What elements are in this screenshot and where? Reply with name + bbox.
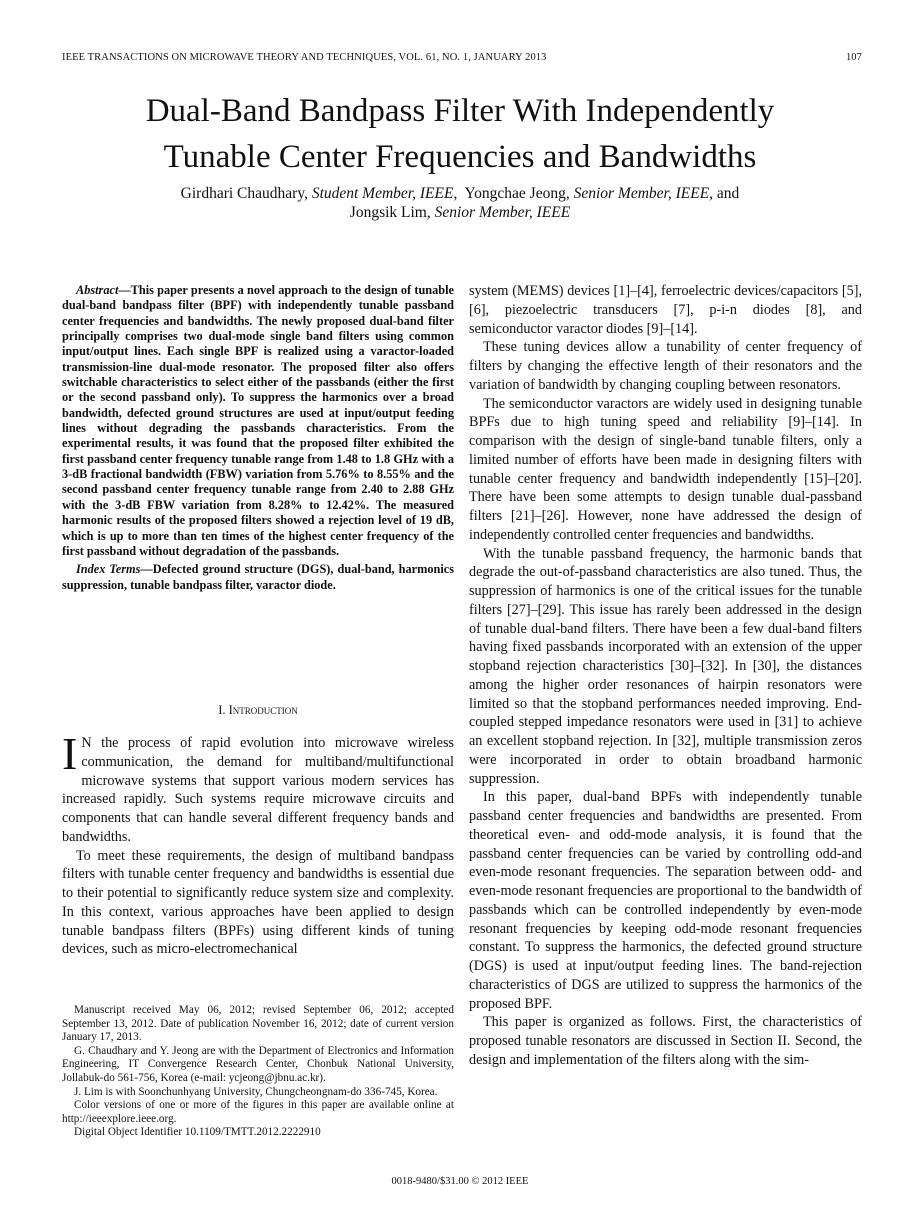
- footnote: Color versions of one or more of the figures in this paper are available online at http://ieeexplore.ieee.org.: [62, 1099, 454, 1125]
- abstract: [62, 283, 454, 593]
- running-header: [62, 52, 862, 63]
- footnotes: [62, 1004, 454, 1140]
- author-conjunction: and: [716, 185, 740, 202]
- paragraph: These tuning devices allow a tunability of center frequency of filters by changing the effective length of their resonators and the variation of bandwidth by changing coupling between resonators.: [469, 339, 862, 393]
- paragraph: N the process of rapid evolution into microwave wireless communication, the demand for multiband/multifunctional microwave systems that support various modern services has increased rapidly. Such systems require microwave circuits and components that can handle several different frequency bands and bandwidths.: [62, 735, 454, 845]
- right-column: [469, 282, 862, 1070]
- index-terms-text: —Defected ground structure (DGS), dual-band, harmonics suppression, tunable bandpass filter, varactor diode.: [62, 562, 455, 592]
- footnote: Digital Object Identifier 10.1109/TMTT.2012.2222910: [74, 1126, 321, 1139]
- paragraph: In this paper, dual-band BPFs with independently tunable passband center frequencies and bandwidths are presented. From theoretical even- and odd-mode analysis, it is found that the passband center frequencies can be varied by controlling odd-and even-mode resonant frequencies. The separation between odd- and even-mode resonant frequencies are proportional to the bandwidth of passbands which can be controlled independently by even-mode resonant frequencies by keeping odd-mode resonant frequencies constant. To suppress the harmonics, the defected ground structure (DGS) is used at input/output feeding lines. The band-rejection characteristics of DGS are utilized to suppress the harmonics of the proposed BPF.: [469, 789, 862, 1012]
- author-role: Student Member, IEEE: [311, 185, 454, 202]
- copyright-footer: 0018-9480/$31.00 © 2012 IEEE: [391, 1176, 529, 1187]
- page-number: 107: [845, 52, 862, 63]
- author-role: Senior Member, IEEE: [434, 204, 571, 221]
- section-heading: [62, 703, 454, 718]
- title-line-2: Tunable Center Frequencies and Bandwidths: [163, 139, 757, 175]
- drop-cap: I: [62, 728, 78, 779]
- footnote: J. Lim is with Soonchunhyang University, Chungcheongnam-do 336-745, Korea.: [74, 1085, 438, 1098]
- paragraph: The semiconductor varactors are widely used in designing tunable BPFs due to high tuning speed and reliability [9]–[14]. In comparison with the design of single-band tunable filters, only a limited number of efforts have been made in designing filters with tunable center frequency and bandwidth independently [15]–[20]. There have been some attempts to design tunable dual-passband filters [21]–[26]. However, none have addressed the design of independently controlled center frequencies and bandwidths.: [469, 395, 862, 543]
- section-title: Introduction: [228, 703, 298, 717]
- title-line-1: Dual-Band Bandpass Filter With Independently: [145, 93, 775, 129]
- paper-title: [40, 88, 880, 180]
- paragraph: This paper is organized as follows. First, the characteristics of proposed tunable resonators are discussed in Section II. Second, the design and implementation of the filters along with the sim-: [469, 1014, 862, 1068]
- introduction-text: [62, 728, 454, 959]
- abstract-text: —This paper presents a novel approach to the design of tunable dual-band bandpass filter (BPF) with independently tunable passband center frequencies and bandwidths. The newly proposed dual-band filter principally comprises two dual-mode single band filters using common input/output lines. Each single BPF is realized using a varactor-loaded transmission-line dual-mode resonator. The proposed filter also offers switchable characteristics to select either of the passbands (either the first or the second passband only). To suppress the harmonics over a broad bandwidth, defected ground structures are used at input/output feeding lines without degrading the passbands characteristics. From the experimental results, it was found that the proposed filter exhibited the first passband center frequency tunable range from 1.48 to 1.8 GHz with a 3-dB fractional bandwidth (FBW) variation from 5.76% to 8.55% and the second passband center frequency tunable range from 2.40 to 2.88 GHz with the 3-dB FBW variation from 8.28% to 12.42%. The measured harmonic results of the proposed filters showed a rejection level of 19 dB, which is up to more than ten times of the highest center frequency of the first passband without degradation of the passbands.: [62, 283, 454, 558]
- paragraph: With the tunable passband frequency, the harmonic bands that degrade the out-of-passband characteristics are also tuned. Thus, the suppression of harmonics is one of the critical issues for the tunable filters [27]–[29]. This issue has rarely been addressed in the design of tunable dual-band filters. There have been a few dual-band filters having fixed passbands incorporated with an extension of the upper stopband rejection characteristics [30]–[32]. In [30], the distances among the higher order resonances of hairpin resonators were limited so that the stopband performances needed improving. End-coupled stepped impedance resonators were used in [31] to achieve an excellent stopband rejection. In [32], multiple transmission zeros were incorporated in order to obtain broadband harmonic suppression.: [469, 545, 862, 787]
- abstract-label: Abstract: [76, 283, 119, 297]
- author-list: Girdhari Chaudhary, Student Member, IEEE, Yongchae Jeong, Senior Member, IEEE, and Jongsik Lim, Senior Member, IEEE: [180, 185, 740, 221]
- author-name: Jongsik Lim: [349, 204, 427, 221]
- paragraph: system (MEMS) devices [1]–[4], ferroelectric devices/capacitors [5], [6], piezoelectric transducers [7], p-i-n diodes [8], and semiconductor varactor diodes [9]–[14].: [469, 283, 862, 337]
- author-role: Senior Member, IEEE: [573, 185, 710, 202]
- paragraph: To meet these requirements, the design of multiband bandpass filters with tunable center frequency and bandwidths is essential due to their potential to significantly reduce system size and complexity. In this context, various approaches have been applied to design tunable bandpass filters (BPFs) using different kinds of tuning devices, such as micro-electromechanical: [62, 847, 454, 958]
- journal-name: IEEE TRANSACTIONS ON MICROWAVE THEORY AND TECHNIQUES, VOL. 61, NO. 1, JANUARY 2013: [62, 52, 547, 63]
- footnote: Manuscript received May 06, 2012; revised September 06, 2012; accepted September 13, 2012. Date of publication November 16, 2012; date of current version January 17, 2013.: [62, 1004, 454, 1044]
- section-number: I.: [218, 703, 226, 717]
- footnote: G. Chaudhary and Y. Jeong are with the Department of Electronics and Information Engineering, IT Convergence Research Center, Chonbuk National University, Jollabuk-do 561-756, Korea (e-mail: ycjeong@jbnu.ac.kr).: [62, 1044, 454, 1084]
- author-name: Yongchae Jeong: [464, 185, 566, 202]
- index-terms-label: Index Terms: [76, 562, 141, 577]
- author-name: Girdhari Chaudhary: [180, 185, 305, 202]
